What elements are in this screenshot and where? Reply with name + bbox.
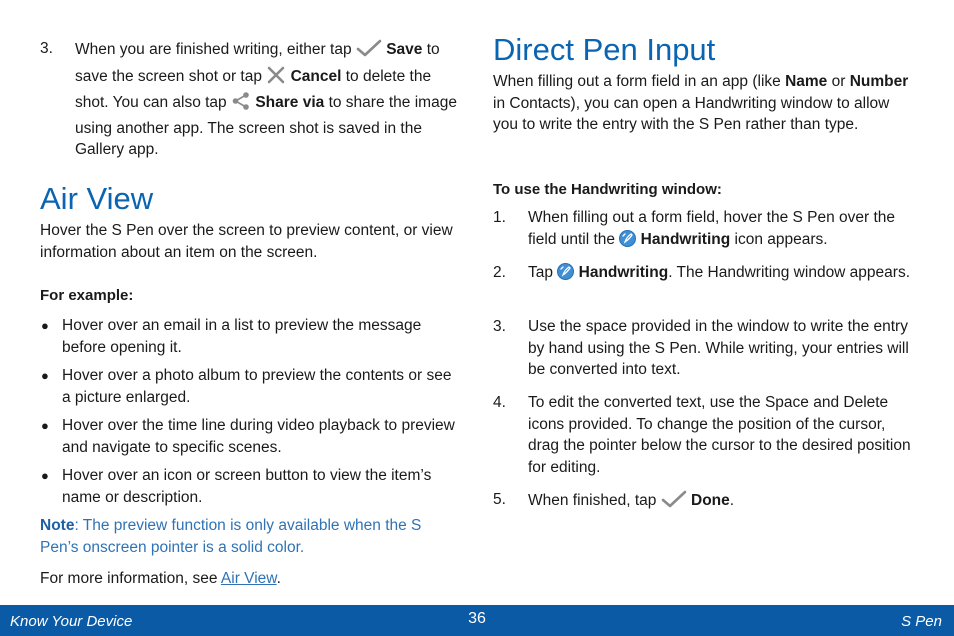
share-icon [231,91,251,118]
list-item: ● Hover over an email in a list to preview the message before opening it. [41,317,422,356]
air-view-intro: Hover the S Pen over the screen to preview content, or view information about an item on the screen. [40,222,453,261]
step-item: 4. To edit the converted text, use the Space and Delete icons provided. To change the position of the cursor, drag the pointer below the cursor to the desired position for editing. [493,394,911,476]
share-via-label: Share via [255,94,325,111]
step-item: 3. Use the space provided in the window to write the entry by hand using the S Pen. While writing, your entries will be converted into text. [493,318,909,378]
direct-pen-input-heading: Direct Pen Input [493,32,716,67]
bullet-icon: ● [41,468,49,483]
for-example-lead: For example: [40,287,134,304]
bullet-icon: ● [41,368,49,383]
list-item: ● Hover over a photo album to preview the contents or see a picture enlarged. [41,367,452,406]
page-number: 36 [468,610,486,627]
air-view-heading: Air View [40,181,154,216]
close-x-icon [266,65,286,92]
page-footer [0,605,954,636]
step-item: 5. When finished, tap Done. [493,489,918,516]
step-text: When you are finished writing, either tap Save to save the screen shot or tap Cancel to delete the shot. You can also tap Share via to share the image using another app. The screen shot is saved in the Gallery app. [75,38,464,161]
done-label: Done [691,492,730,509]
checkmark-icon [356,38,382,65]
step-item: 2. Tap Handwriting. The Handwriting window appears. [493,264,911,281]
handwriting-icon [557,263,574,280]
handwriting-lead: To use the Handwriting window: [493,181,722,198]
step-3-item [40,38,464,161]
bullet-icon: ● [41,418,49,433]
direct-pen-intro: When filling out a form field in an app (like Name or Number in Contacts), you can open a Handwriting window to allow you to write the entry with the S Pen rather than type. [493,73,909,133]
save-label: Save [386,41,423,58]
bullet-icon: ● [41,318,49,333]
more-info-paragraph: For more information, see Air View. [40,570,281,587]
air-view-link[interactable]: Air View [220,570,277,587]
step-number: 3. [40,40,53,57]
footer-chapter-title: S Pen [901,613,942,630]
step-item: 1. When filling out a form field, hover the S Pen over the field until the Handwriting icon appears. [493,209,896,248]
list-item: ● Hover over the time line during video playback to preview and navigate to specific scenes. [41,417,455,456]
note-label: Note [40,517,75,534]
checkmark-icon [661,489,687,516]
note-paragraph: Note: The preview function is only available when the S Pen’s onscreen pointer is a solid color. [40,517,422,556]
list-item: ● Hover over an icon or screen button to view the item’s name or description. [41,467,432,506]
footer-section-title: Know Your Device [10,613,133,630]
cancel-label: Cancel [290,67,342,85]
handwriting-icon [619,230,636,247]
